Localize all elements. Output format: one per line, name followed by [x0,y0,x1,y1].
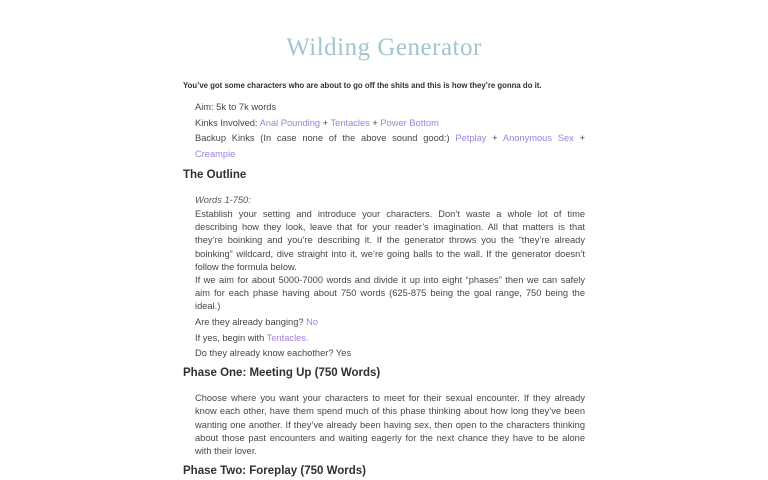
kink-link-power-bottom[interactable]: Power Bottom [380,117,439,128]
backup-kink-link-creampie[interactable]: Creampie [195,148,236,159]
phase-two-heading: Phase Two: Foreplay (750 Words) [183,465,366,478]
backup-kink-link-anonymous-sex[interactable]: Anonymous Sex [502,133,574,143]
question-banging-text: Are they already banging? [195,317,307,328]
kink-link-tentacles[interactable]: Tentacles [330,117,370,128]
page-title: Wilding Generator [286,34,482,61]
plus-separator: + [573,133,586,143]
question-begin-text: If yes, begin with [195,332,267,343]
answer-banging-link[interactable]: No [306,317,319,328]
plus-separator: + [320,117,331,128]
page-subtitle: You’ve got some characters who are about to go off the shits and this is how they’re gonna do it. [183,81,542,90]
outline-paragraph-1: Establish your setting and introduce your characters. Don’t waste a whole lot of time describing how they look, leave that for your reader’s imagination. All that matters is that they’re boinking and you’re describing it. If the generator throws you the “they’re already boinking” wildcard, dive straight into it, we’re going balls to the wall. If the generator doesn’t follow the formula below. [195,209,585,272]
aim-line: Aim: 5k to 7k words [195,102,277,112]
question-begin-line [183,332,585,345]
question-know-text: Do they already know eachother? [195,348,336,359]
words-range-label: Words 1-750: [195,195,251,205]
plus-separator: + [486,133,503,143]
kinks-label: Kinks Involved: [195,117,260,128]
outline-heading: The Outline [183,169,247,181]
kinks-line [195,116,585,132]
plus-separator: + [369,117,381,128]
wilding-generator-page [183,0,585,478]
phase-one-paragraph: Choose where you want your characters to meet for their sexual encounter. If they already know each other, have them spend much of this phase thinking about how long they’ve been wanting one another. If they’ve already been having sex, then open to the characters thinking about those past encounters and waiting eagerly for the next chance they have to be alone with their lover. [195,393,585,456]
backup-kinks-line [195,131,585,147]
kink-link-anal-pounding[interactable]: Anal Pounding [259,117,321,128]
outline-paragraph-2: If we aim for about 5000-7000 words and divide it up into eight “phases” then we can safely aim for each phase having about 750 words (625-875 being the goal range, 750 being the ideal.) [195,275,585,312]
backup-kinks-label: Backup Kinks (In case none of the above sound good:) [195,133,456,143]
backup-kink-link-petplay[interactable]: Petplay [455,133,487,143]
question-banging-line [183,316,585,329]
backup-kinks-line-continued [195,147,585,163]
phase-one-heading: Phase One: Meeting Up (750 Words) [183,367,381,380]
begin-kink-link[interactable]: Tentacles. [266,332,309,343]
question-know-line [183,347,585,360]
answer-know-text: Yes [335,348,352,359]
generator-output [183,100,585,162]
